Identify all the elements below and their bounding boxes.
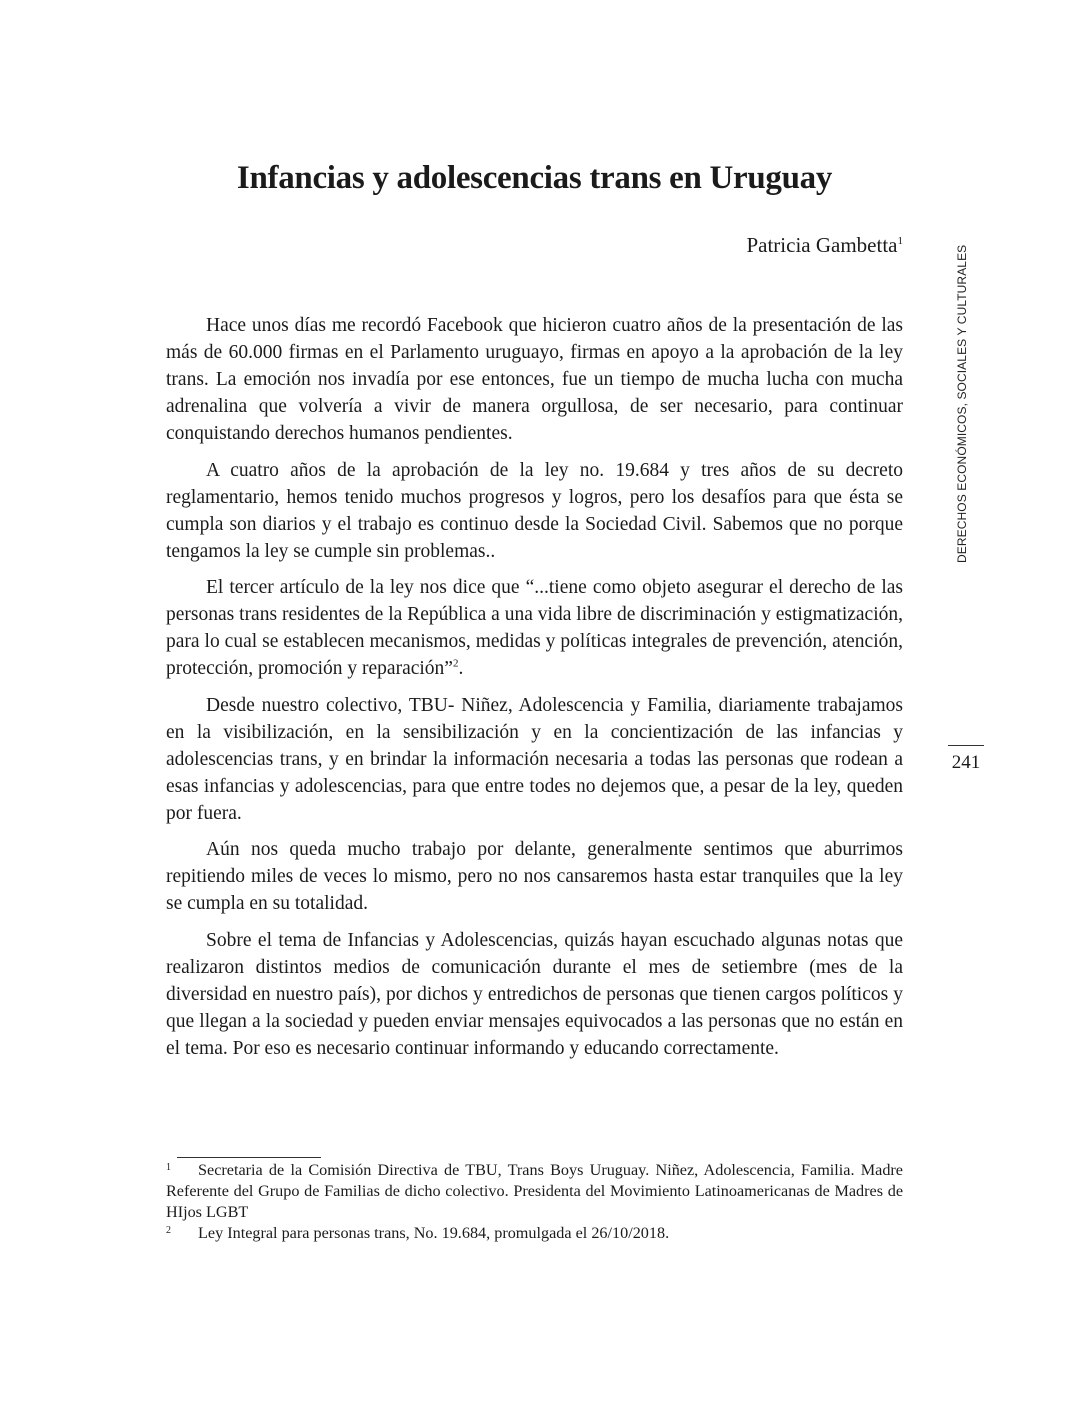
paragraph-3-text: El tercer artículo de la ley nos dice que “...tiene como objeto asegurar el derecho de las personas trans residentes de la República a una vida libre de discriminación y estigmatización, para lo cual se establecen mecanismos, medidas y políticas integrales de prevención, atención, protección, promoción y reparación” (166, 577, 903, 679)
paragraph-3 (166, 574, 903, 682)
article-body (166, 312, 903, 1071)
author-footnote-ref[interactable]: 1 (897, 235, 903, 247)
author-name: Patricia Gambetta (746, 233, 898, 257)
paragraph-2: A cuatro años de la aprobación de la ley no. 19.684 y tres años de su decreto reglamentario, hemos tenido muchos progresos y logros, pero los desafíos para que ésta se cumpla son diarios y el trabajo es continuo desde la Sociedad Civil. Sabemos que no porque tengamos la ley se cumple sin problemas.. (166, 459, 903, 562)
running-head: DERECHOS ECONÓMICOS, SOCIALES Y CULTURALES (955, 244, 969, 563)
paragraph-4: Desde nuestro colectivo, TBU- Niñez, Adolescencia y Familia, diariamente trabajamos en la visibilización, en la sensibilización y en la concientización de las infancias y adolescencias trans, y en brindar la información necesaria a todas las personas que rodean a esas infancias y adolescencias, para que entre todes no dejemos que, a pesar de la ley, queden por fuera. (166, 694, 903, 824)
footnote-1 (166, 1160, 903, 1223)
footnote-separator (177, 1157, 321, 1158)
footnote-1-text: Secretaria de la Comisión Directiva de TBU, Trans Boys Uruguay. Niñez, Adolescencia, Familia. Madre Referente del Grupo de Familias de dicho colectivo. Presidenta del Movimiento Latinoamericanas de Madres de HIjos LGBT (166, 1161, 903, 1221)
page-number-rule (948, 745, 984, 746)
footnote-2-number: 2 (166, 1225, 171, 1236)
footnote-2 (166, 1223, 903, 1244)
page-number: 241 (951, 752, 981, 773)
paragraph-3-end: . (458, 658, 464, 679)
footnotes (166, 1160, 903, 1244)
paragraph-6: Sobre el tema de Infancias y Adolescencias, quizás hayan escuchado algunas notas que realizaron distintos medios de comunicación durante el mes de setiembre (mes de la diversidad en nuestro país), por dichos y entredichos de personas que tienen cargos políticos y que llegan a la sociedad y pueden enviar mensajes equivocados a las personas que no están en el tema. Por eso es necesario continuar informando y educando correctamente. (166, 929, 903, 1059)
footnote-ref-2[interactable]: 2 (452, 657, 459, 670)
footnote-2-text: Ley Integral para personas trans, No. 19.684, promulgada el 26/10/2018. (198, 1224, 670, 1242)
footnote-1-number: 1 (166, 1162, 171, 1173)
author-line (746, 233, 903, 258)
paragraph-1: Hace unos días me recordó Facebook que hicieron cuatro años de la presentación de las más de 60.000 firmas en el Parlamento uruguayo, firmas en apoyo a la aprobación de la ley trans. La emoción nos invadía por ese entonces, fue un tiempo de mucha lucha con mucha adrenalina que volvería a vivir de manera orgullosa, de ser necesario, para continuar conquistando derechos humanos pendientes. (166, 315, 903, 444)
article-title: Infancias y adolescencias trans en Uruguay (236, 160, 833, 196)
paragraph-5: Aún nos queda mucho trabajo por delante, generalmente sentimos que aburrimos repitiendo miles de veces lo mismo, pero no nos cansaremos hasta estar tranquiles que la ley se cumpla en su totalidad. (166, 839, 903, 914)
